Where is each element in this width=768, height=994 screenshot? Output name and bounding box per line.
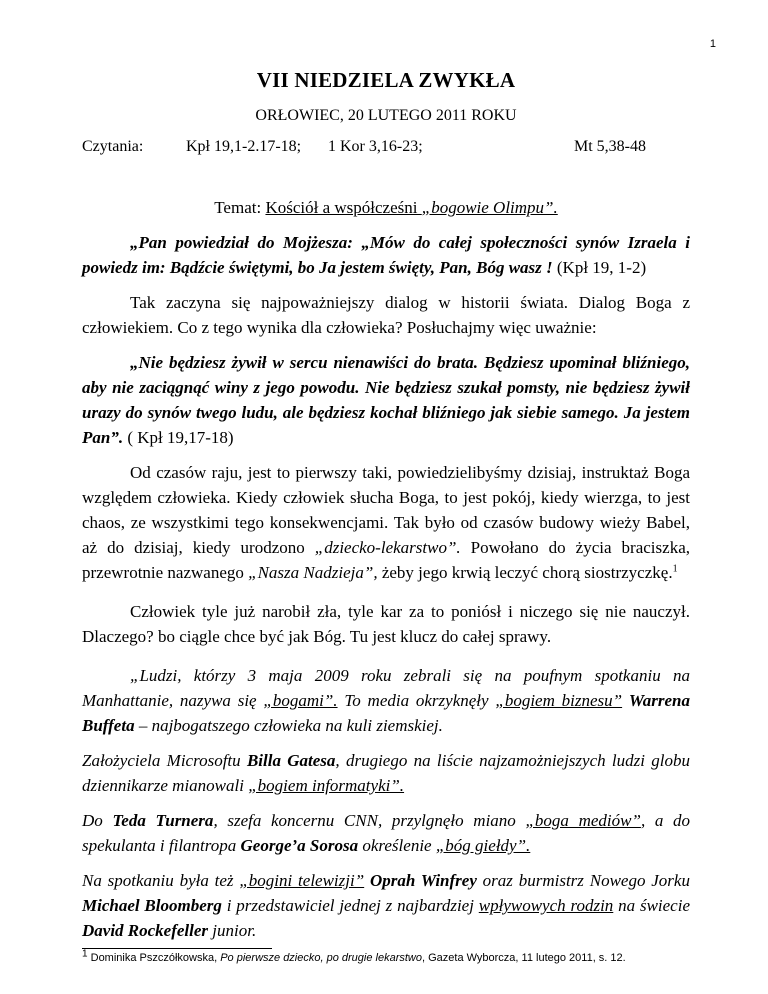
- theme-text-plain: Kościół a współcześni: [265, 198, 422, 217]
- footnote-number: 1: [82, 948, 88, 960]
- p9-text-a: Na spotkaniu była też: [82, 871, 240, 890]
- p6-bold-name: Warrena Buffeta: [82, 691, 690, 735]
- p6-text-c: – najbogatszego człowieka na kuli ziemskiej.: [134, 716, 443, 735]
- p8-text-d: określenie: [358, 836, 436, 855]
- theme-line: [82, 195, 690, 220]
- paragraph-3: [82, 350, 690, 450]
- theme-text-italic: „bogowie Olimpu”.: [421, 198, 558, 217]
- page-number: 1: [709, 38, 716, 50]
- ref-kpl-19-17: ( Kpł 19,17-18): [123, 428, 234, 447]
- footnote-title: Po pierwsze dziecko, po drugie lekarstwo: [220, 952, 422, 964]
- p4-text-c: żeby jego krwią leczyć chorą siostrzyczkę.: [377, 563, 673, 582]
- reading-3: Mt 5,38-48: [574, 138, 646, 155]
- p6-underline-1: „bogami”.: [263, 691, 338, 710]
- p6-underline-2: „bogiem biznesu”: [495, 691, 623, 710]
- p8-text-c: , a do spekulanta i filantropa: [82, 811, 691, 855]
- p8-bold-name-2: George’a Sorosa: [240, 836, 359, 855]
- p4-italic-2: „Nasza Nadzieja”,: [248, 563, 378, 582]
- p9-text-e: junior.: [208, 921, 257, 940]
- paragraph-5: Człowiek tyle już narobił zła, tyle kar za to poniósł i niczego się nie nauczył. Dlaczego? bo ciągle chce być jak Bóg. Tu jest klucz do całej sprawy.: [82, 602, 690, 646]
- p8-text-a: Do: [82, 811, 113, 830]
- footnote-separator: [82, 948, 272, 949]
- p8-text-b: , szefa koncernu CNN, przylgnęło miano: [213, 811, 526, 830]
- paragraph-8: [82, 808, 690, 858]
- theme-text: [265, 198, 557, 217]
- paragraph-1: [82, 230, 690, 280]
- document-body: [82, 68, 690, 953]
- p7-underline: „bogiem informatyki”.: [248, 776, 405, 795]
- document-title: VII NIEDZIELA ZWYKŁA: [256, 68, 516, 92]
- ref-kpl-19-1: (Kpł 19, 1-2): [552, 258, 647, 277]
- p4-italic-1: „dziecko-lekarstwo”.: [314, 538, 461, 557]
- footnote-author: Dominika Pszczółkowska,: [87, 952, 221, 964]
- paragraph-9: [82, 868, 690, 943]
- readings-line: [82, 134, 690, 159]
- p6-text-b: To media okrzyknęły: [337, 691, 496, 710]
- place-date: ORŁOWIEC, 20 LUTEGO 2011 ROKU: [255, 107, 517, 124]
- p8-bold-name-1: Teda Turnera: [112, 811, 214, 830]
- p9-text-b: oraz burmistrz Nowego Jorku: [476, 871, 690, 890]
- p9-bold-name-3: David Rockefeller: [82, 921, 209, 940]
- p4-text-b: Powołano do życia braciszka, przewrotnie nazwanego: [82, 538, 690, 582]
- footnote-ref[interactable]: 1: [672, 563, 678, 575]
- p9-bold-name-1: Oprah Winfrey: [364, 871, 477, 890]
- footnote-source: , Gazeta Wyborcza, 11 lutego 2011, s. 12.: [421, 952, 626, 964]
- p9-underline-2: wpływowych rodzin: [478, 896, 614, 915]
- reading-1: Kpł 19,1-2.17-18;: [186, 138, 302, 155]
- paragraph-2: Tak zaczyna się najpoważniejszy dialog w historii świata. Dialog Boga z człowiekiem. Co z tego wynika dla człowieka? Posłuchajmy więc uważnie:: [82, 293, 690, 337]
- quote-kpl-19-1: „Pan powiedział do Mojżesza: „Mów do całej społeczności synów Izraela i powiedz im: Bądźcie świętymi, bo Ja jestem święty, Pan, Bóg wasz !: [82, 233, 690, 277]
- p7-text-a: Założyciela Microsoftu: [82, 751, 247, 770]
- p4-text-a: Od czasów raju, jest to pierwszy taki, powiedzielibyśmy dzisiaj, instruktaż Boga względem człowieka. Kiedy człowiek słucha Boga, to jest pokój, kiedy wierzga, to jest chaos, ze wszystkimi tego konsekwencjami. Tak było od czasów budowy wieży Babel, aż do dzisiaj, kiedy urodzono: [82, 463, 690, 557]
- paragraph-7: [82, 748, 690, 798]
- p9-text-c: i przedstawiciel jednej z najbardziej: [221, 896, 479, 915]
- reading-2: 1 Kor 3,16-23;: [328, 138, 423, 155]
- p9-underline-1: „bogini telewizji”: [239, 871, 365, 890]
- quote-kpl-19-17: „Nie będziesz żywił w sercu nienawiści do brata. Będziesz upominał bliźniego, aby nie zaciągnąć winy z jego powodu. Nie będziesz szukał pomsty, nie będziesz żywił urazy do synów twego ludu, ale będziesz kochał bliźniego jak siebie samego. Ja jestem Pan”.: [82, 353, 690, 447]
- theme-label: Temat:: [214, 198, 266, 217]
- p9-bold-name-2: Michael Bloomberg: [82, 896, 222, 915]
- p7-bold-name: Billa Gatesa: [246, 751, 336, 770]
- p8-underline-1: „boga mediów”: [525, 811, 641, 830]
- p7-text-b: , drugiego na liście najzamożniejszych ludzi globu dziennikarze mianowali: [82, 751, 690, 795]
- paragraph-6: [82, 663, 690, 738]
- p6-text-a: „Ludzi, którzy 3 maja 2009 roku zebrali się na poufnym spotkaniu na Manhattanie, nazywa się: [82, 666, 690, 710]
- p9-text-d: na świecie: [613, 896, 690, 915]
- readings-label: Czytania:: [82, 138, 144, 155]
- paragraph-4: [82, 460, 690, 585]
- p8-underline-2: „bóg giełdy”.: [435, 836, 531, 855]
- footnote: [82, 948, 722, 964]
